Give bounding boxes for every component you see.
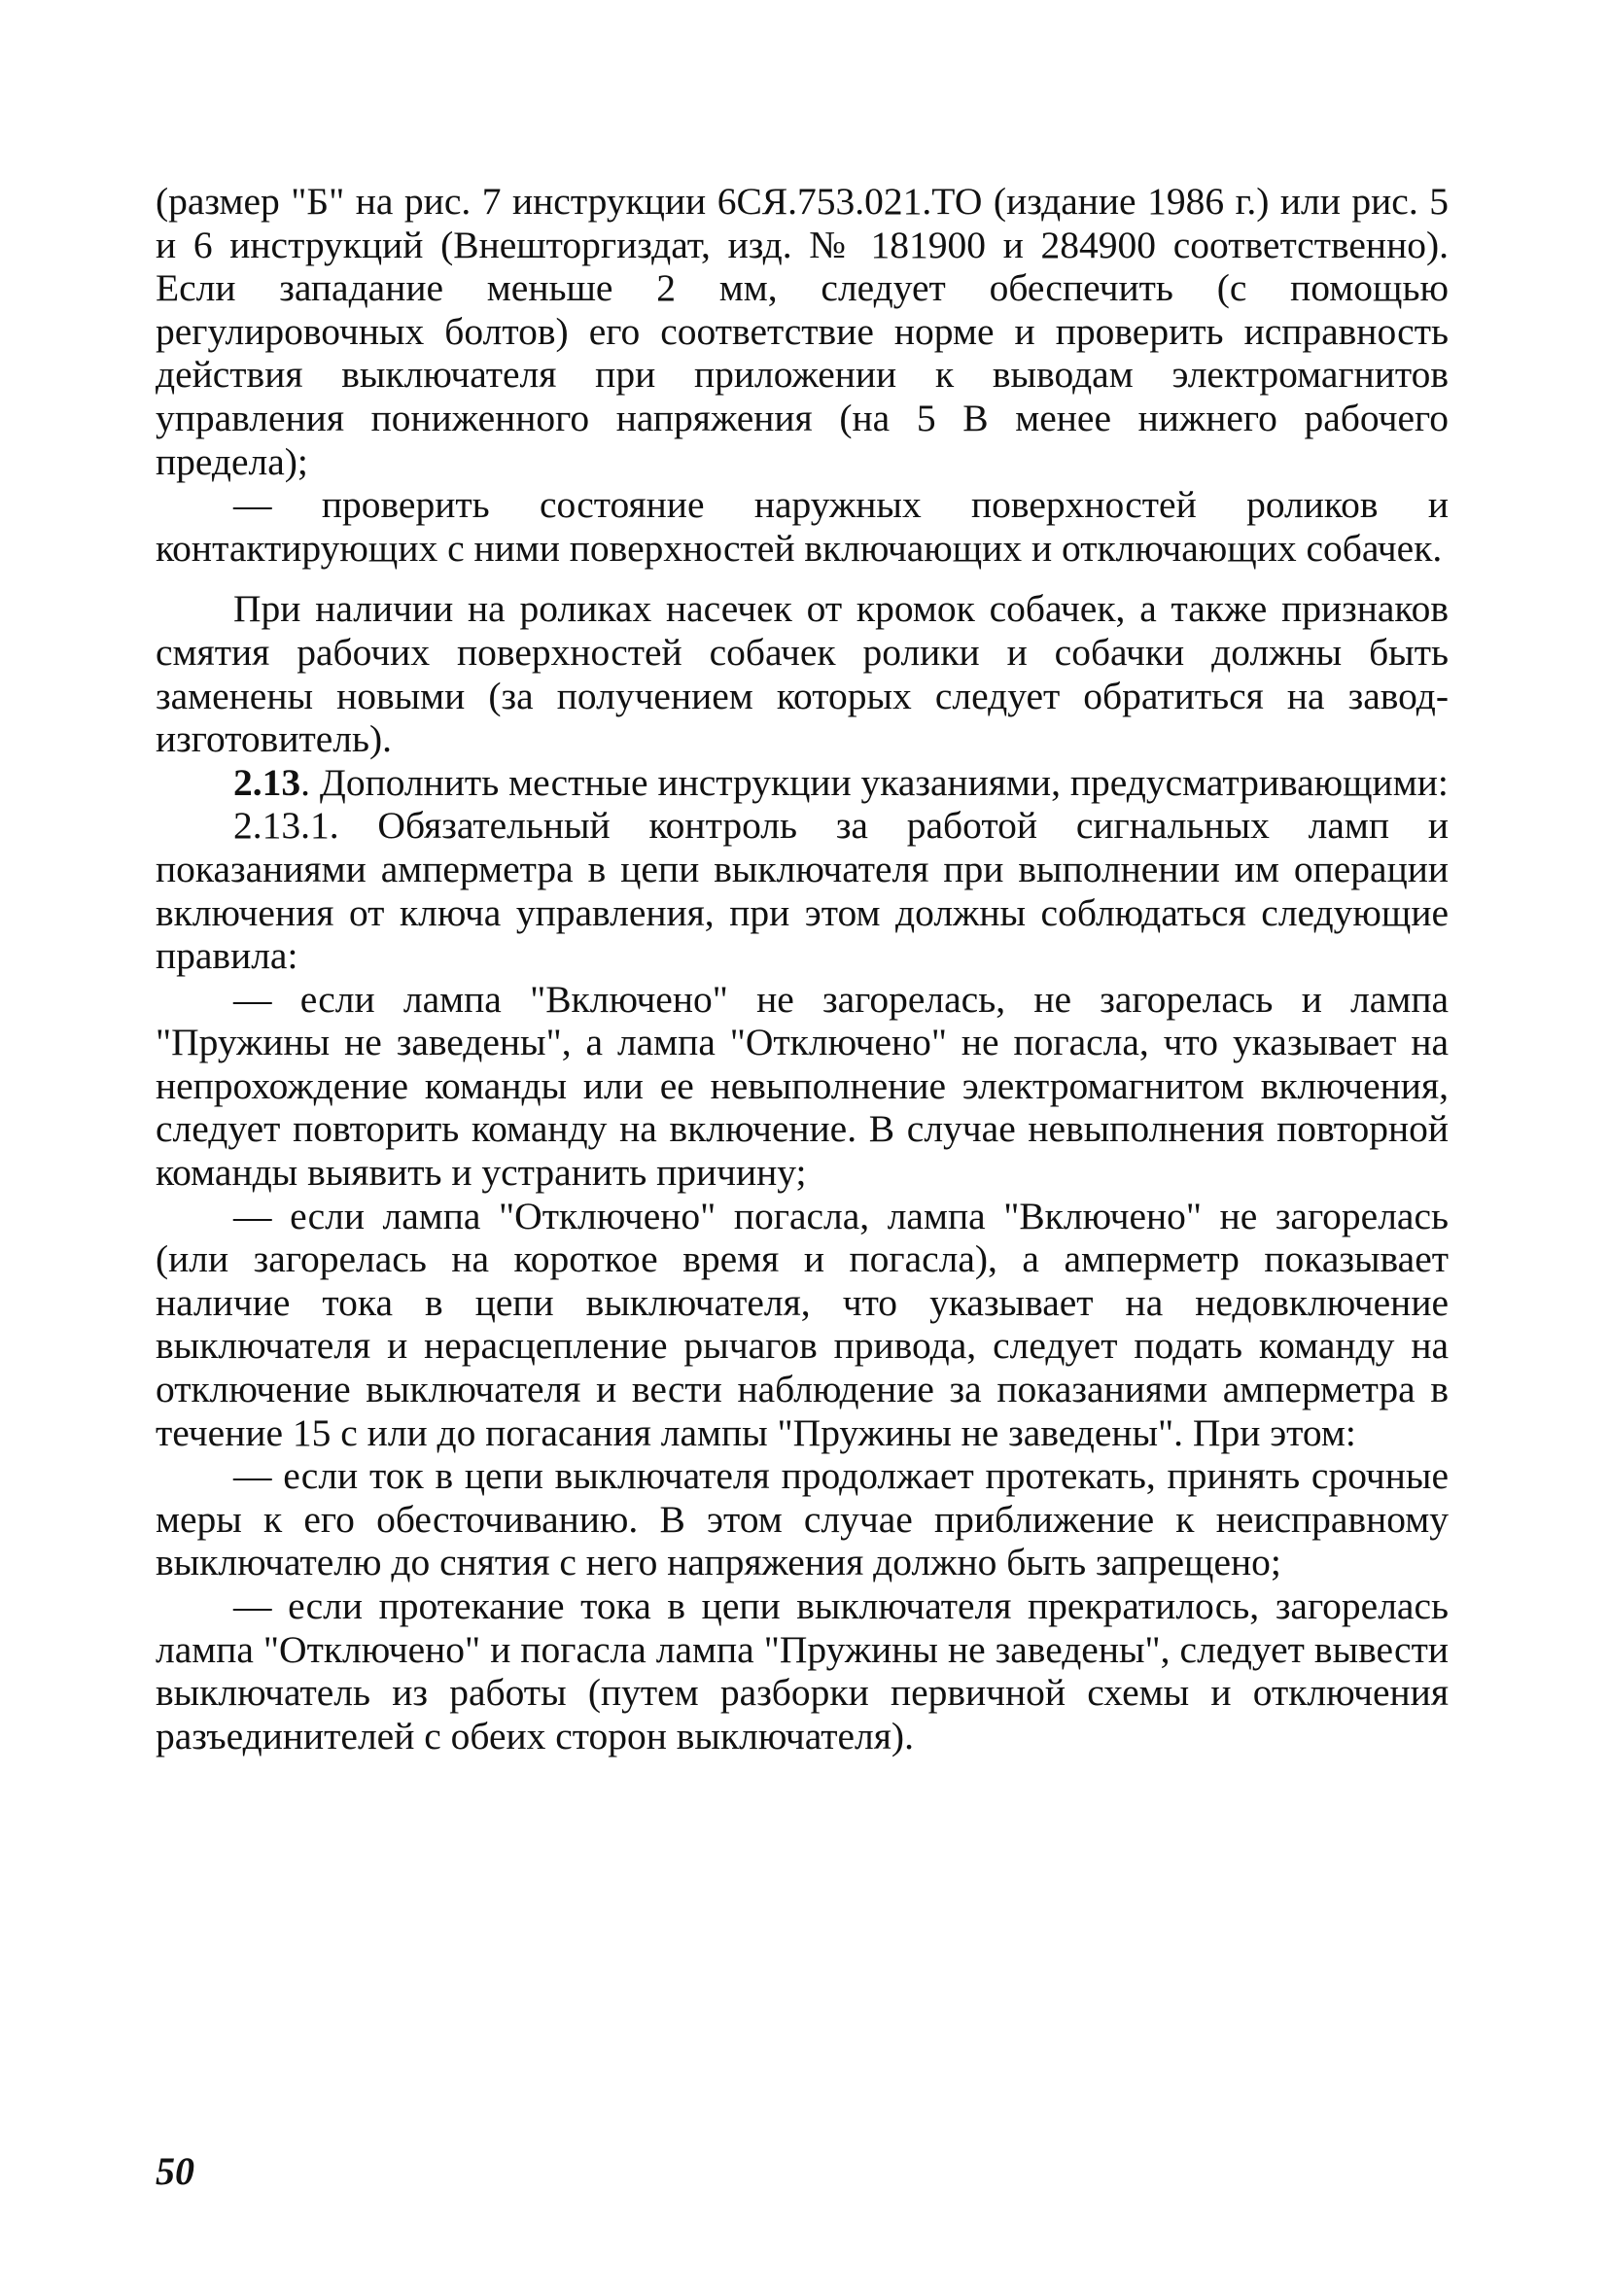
paragraph-check-rollers: — проверить состояние наружных поверхностей роликов и контактирующих с ними поверхностей включающих и отключающих собачек. bbox=[156, 483, 1449, 570]
paragraph-continuation: (размер "Б" на рис. 7 инструкции 6СЯ.753.021.ТО (издание 1986 г.) или рис. 5 и 6 инструкций (Внешторгиздат, изд. № 181900 и 284900 соответственно). Если западание меньше 2 мм, следует обеспечить (с помощью регулировочных болтов) его соответствие норме и проверить исправность действия выключателя при приложении к выводам электромагнитов управления пониженного напряжения (на 5 В менее нижнего рабочего предела); bbox=[156, 180, 1449, 483]
paragraph-rule-current-flows: — если ток в цепи выключателя продолжает протекать, принять срочные меры к его обесточиванию. В этом случае приближение к неисправному выключателю до снятия с него напряжения должно быть запрещено; bbox=[156, 1454, 1449, 1584]
paragraph-rule-lamp-on: — если лампа "Включено" не загорелась, не загорелась и лампа "Пружины не заведены", а лампа "Отключено" не погасла, что указывает на непрохождение команды или ее невыполнение электромагнитом включения, следует повторить команду на включение. В случае невыполнения повторной команды выявить и устранить причину; bbox=[156, 977, 1449, 1195]
paragraph-rule-current-stopped: — если протекание тока в цепи выключателя прекратилось, загорелась лампа "Отключено" и погасла лампа "Пружины не заведены", следует вывести выключатель из работы (путем разборки первичной схемы и отключения разъединителей с обеих сторон выключателя). bbox=[156, 1584, 1449, 1757]
paragraph-replace-rollers: При наличии на роликах насечек от кромок собачек, а также признаков смятия рабочих поверхностей собачек ролики и собачки должны быть заменены новыми (за получением которых следует обратиться на завод-изготовитель). bbox=[156, 587, 1449, 761]
paragraph-section-2-13-1: 2.13.1. Обязательный контроль за работой сигнальных ламп и показаниями амперметра в цепи выключателя при выполнении им операции включения от ключа управления, при этом должны соблюдаться следующие правила: bbox=[156, 804, 1449, 978]
page-number: 50 bbox=[156, 2149, 194, 2193]
paragraph-section-2-13 bbox=[156, 761, 1449, 805]
section-text: . Дополнить местные инструкции указаниями, предусматривающими: bbox=[300, 760, 1449, 804]
document-body bbox=[156, 180, 1449, 1757]
section-number: 2.13 bbox=[233, 760, 301, 804]
paragraph-rule-lamp-off: — если лампа "Отключено" погасла, лампа "Включено" не загорелась (или загорелась на короткое время и погасла), а амперметр показывает наличие тока в цепи выключателя, что указывает на недовключение выключателя и нерасцепление рычагов привода, следует подать команду на отключение выключателя и вести наблюдение за показаниями амперметра в течение 15 с или до погасания лампы "Пружины не заведены". При этом: bbox=[156, 1194, 1449, 1454]
